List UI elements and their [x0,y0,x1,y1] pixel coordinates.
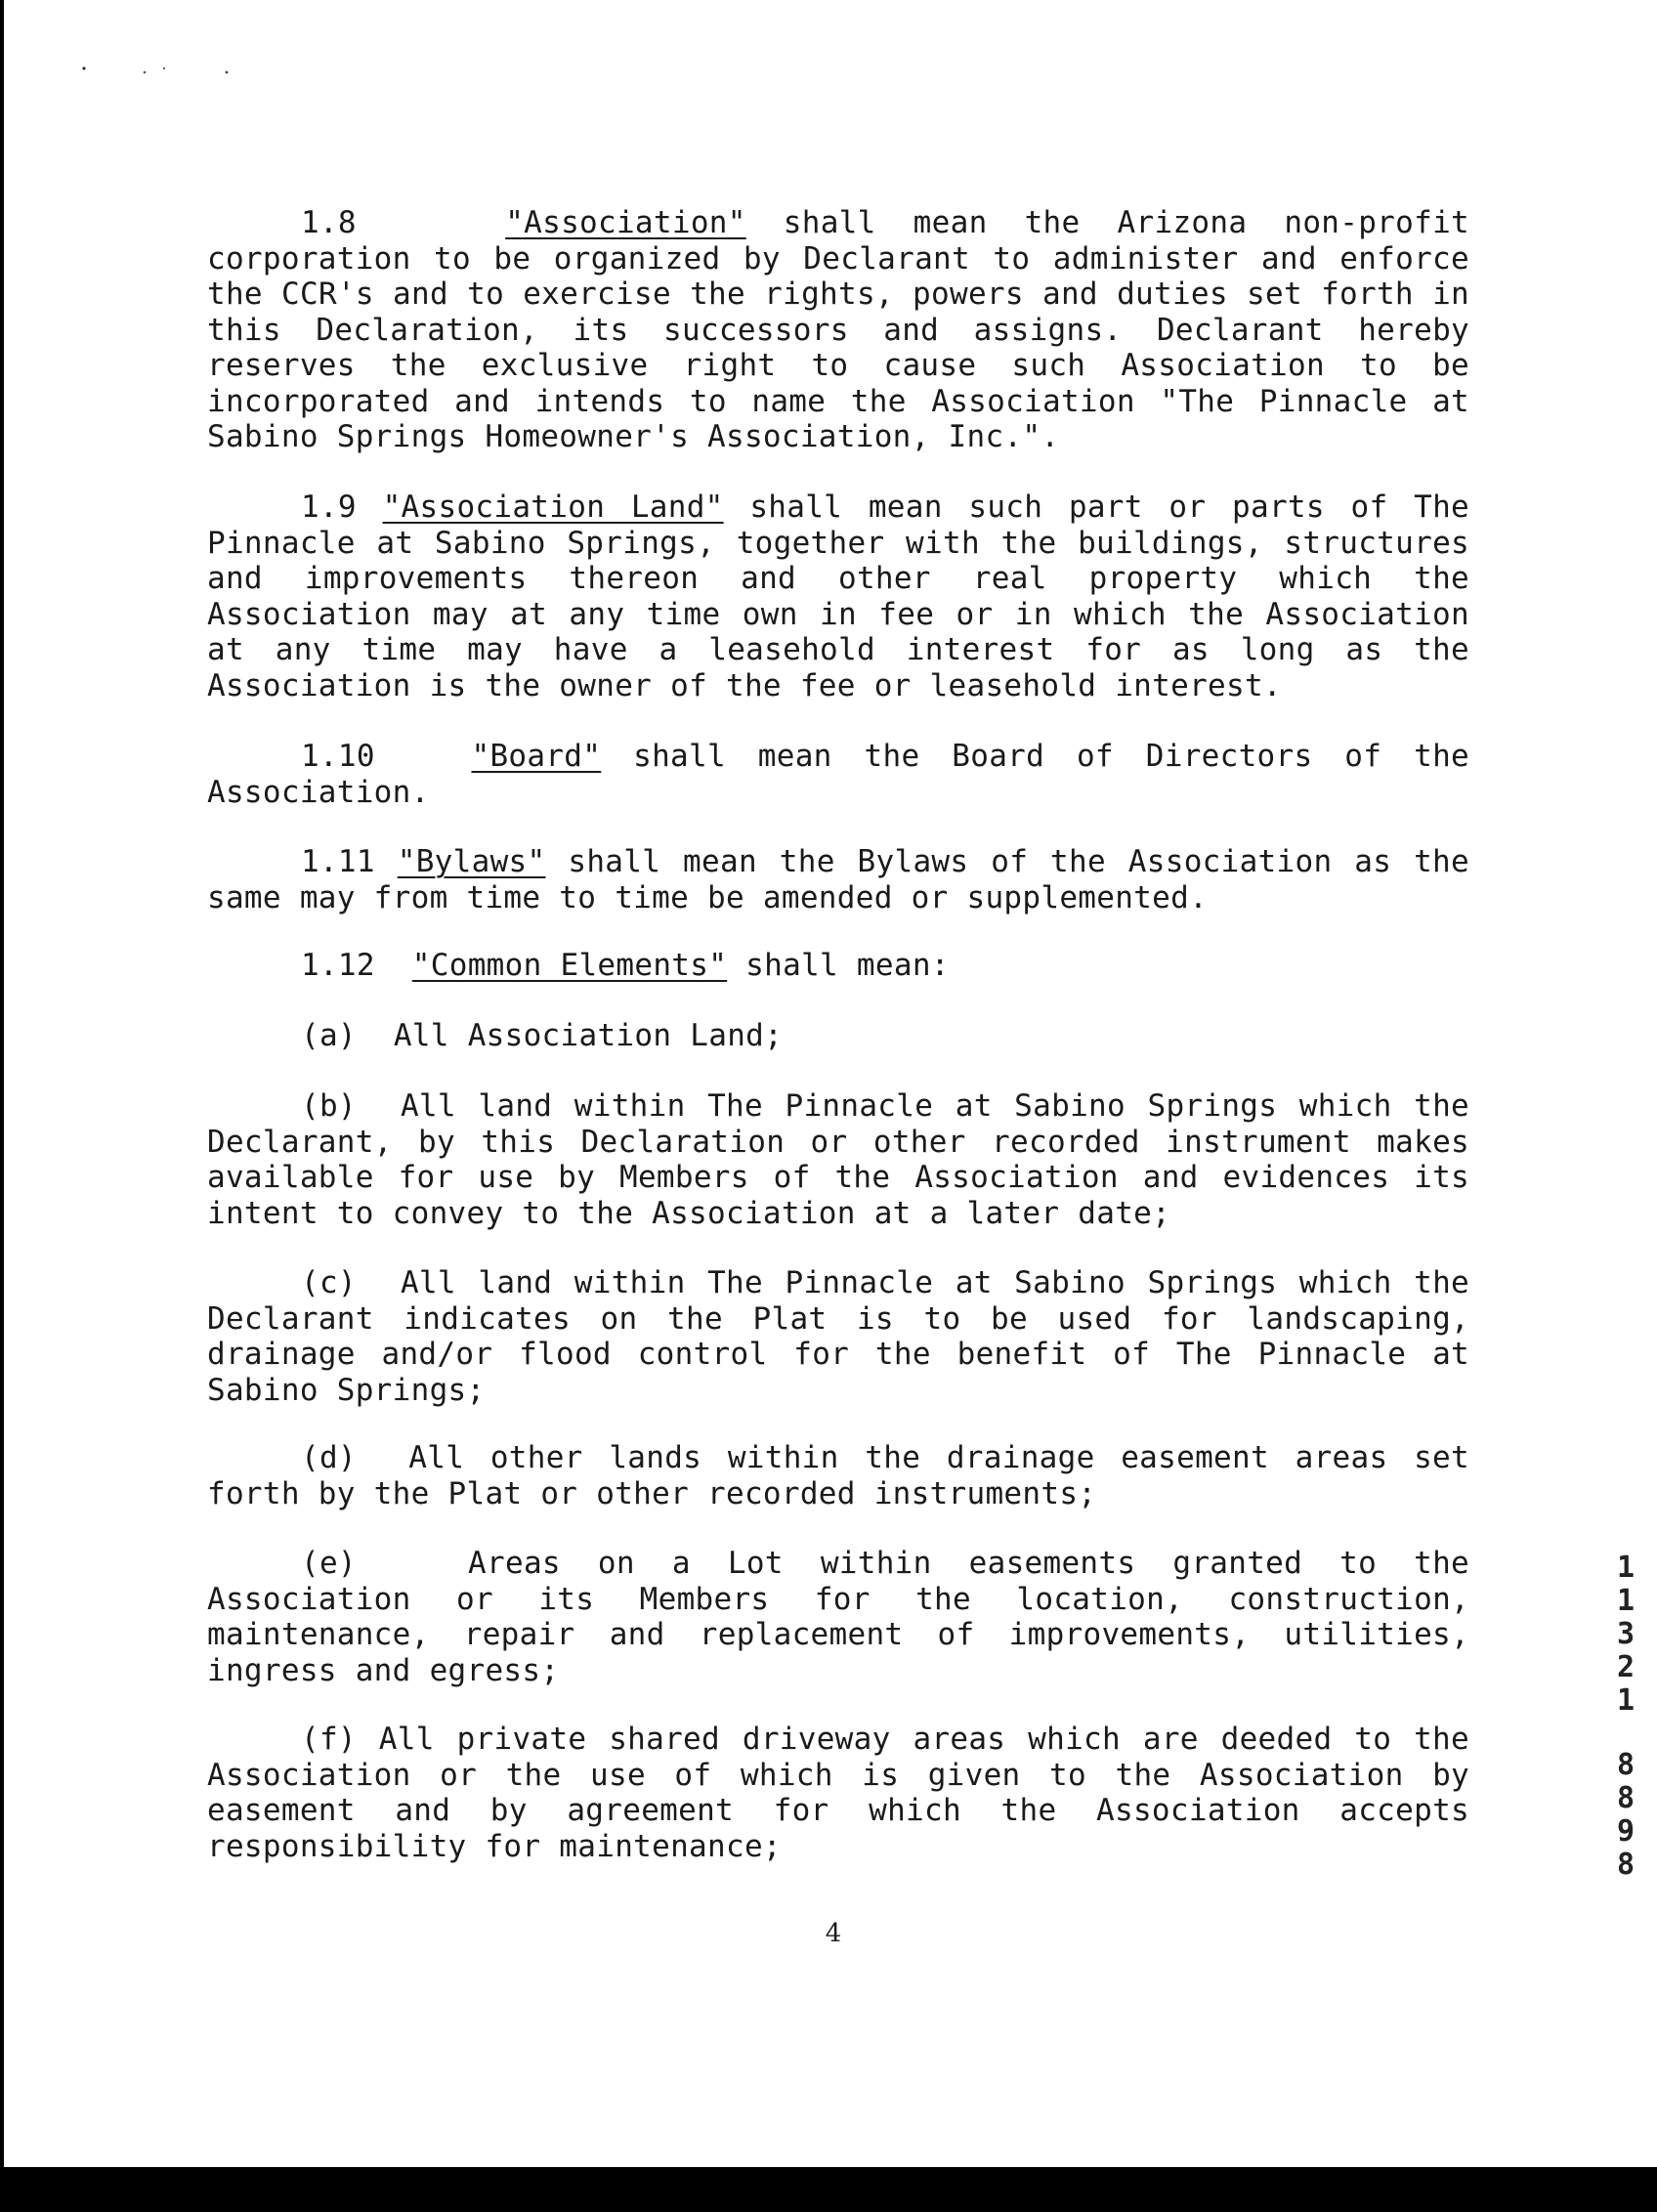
stamp-digit: 1 [1616,1584,1636,1618]
item-text: All Association Land; [393,1018,784,1053]
section-number: 1.12 [301,948,375,983]
list-item-b [207,1088,1469,1231]
section-1-10 [207,739,1469,810]
item-label: (c) [301,1265,357,1300]
list-item-e [207,1546,1469,1688]
section-number: 1.10 [301,739,375,774]
section-number: 1.11 [301,844,375,879]
section-1-11 [207,844,1469,915]
section-text: shall mean the Arizona non-profit corporation to be organized by Declarant to administer and enforce the CCR's and to exercise the rights, powers and duties set forth in this Declaration, its successors and assigns. Declarant hereby reserves the exclusive right to cause such Association to be incorporated and intends to name the Association "The Pinnacle at Sabino Springs Homeowner's Association, Inc.". [207,205,1470,454]
item-label: (b) [301,1088,357,1124]
list-item-d [207,1440,1469,1511]
scan-border-left [0,0,4,2212]
section-1-8 [207,205,1469,455]
stamp-digit: 8 [1616,1848,1636,1882]
section-1-12 [207,948,1469,984]
stamp-digit: 8 [1616,1748,1636,1782]
section-text: shall mean the Board of Directors of the Association. [207,739,1469,810]
stamp-digit: 8 [1616,1781,1636,1815]
defined-term: "Common Elements" [411,948,728,983]
page-number: 4 [825,1919,842,1948]
stamp-digit: 3 [1616,1617,1636,1651]
section-number: 1.9 [301,489,357,525]
item-label: (e) [301,1546,357,1581]
section-text: shall mean: [727,948,950,983]
stamp-digit: 2 [1616,1650,1636,1684]
list-item-c [207,1265,1469,1408]
item-label: (f) [301,1722,357,1757]
item-text: Areas on a Lot within easements granted to the Association or its Members for the location, construction, maintenance, repair and replacement of improvements, utilities, ingress and egress; [207,1546,1469,1688]
stamp-digit: 1 [1616,1551,1636,1585]
margin-stamp-top [1614,1552,1637,1718]
defined-term: "Bylaws" [397,844,546,879]
item-label: (a) [301,1018,357,1053]
stamp-digit: 1 [1616,1683,1636,1718]
defined-term: "Association" [505,205,746,240]
section-number: 1.8 [301,205,357,240]
item-label: (d) [301,1440,357,1475]
scan-specks [80,64,236,84]
margin-stamp-bottom [1614,1749,1637,1882]
scan-border-bottom [0,2167,1657,2212]
defined-term: "Board" [471,739,602,774]
list-item-a [207,1018,1469,1054]
defined-term: "Association Land" [382,489,724,525]
item-text: All private shared driveway areas which are deeded to the Association or the use of which is given to the Association by easement and by agreement for which the Association accepts responsibility for maintenance; [207,1722,1469,1864]
list-item-f [207,1722,1469,1864]
item-text: All land within The Pinnacle at Sabino Springs which the Declarant indicates on the Plat is to be used for landscaping, drainage and/or flood control for the benefit of The Pinnacle at Sabino Springs; [207,1265,1469,1408]
stamp-digit: 9 [1616,1814,1636,1849]
item-text: All other lands within the drainage easement areas set forth by the Plat or other recorded instruments; [207,1440,1469,1511]
item-text: All land within The Pinnacle at Sabino Springs which the Declarant, by this Declaration or other recorded instrument makes available for use by Members of the Association and evidences its intent to convey to the Association at a later date; [207,1088,1469,1231]
section-text: shall mean the Bylaws of the Association as the same may from time to time be amended or supplemented. [207,844,1469,915]
section-text: shall mean such part or parts of The Pinnacle at Sabino Springs, together with the buildings, structures and improvements thereon and other real property which the Association may at any time own in fee or in which the Association at any time may have a leasehold interest for as long as the Association is the owner of the fee or leasehold interest. [207,489,1469,703]
section-1-9 [207,489,1469,703]
